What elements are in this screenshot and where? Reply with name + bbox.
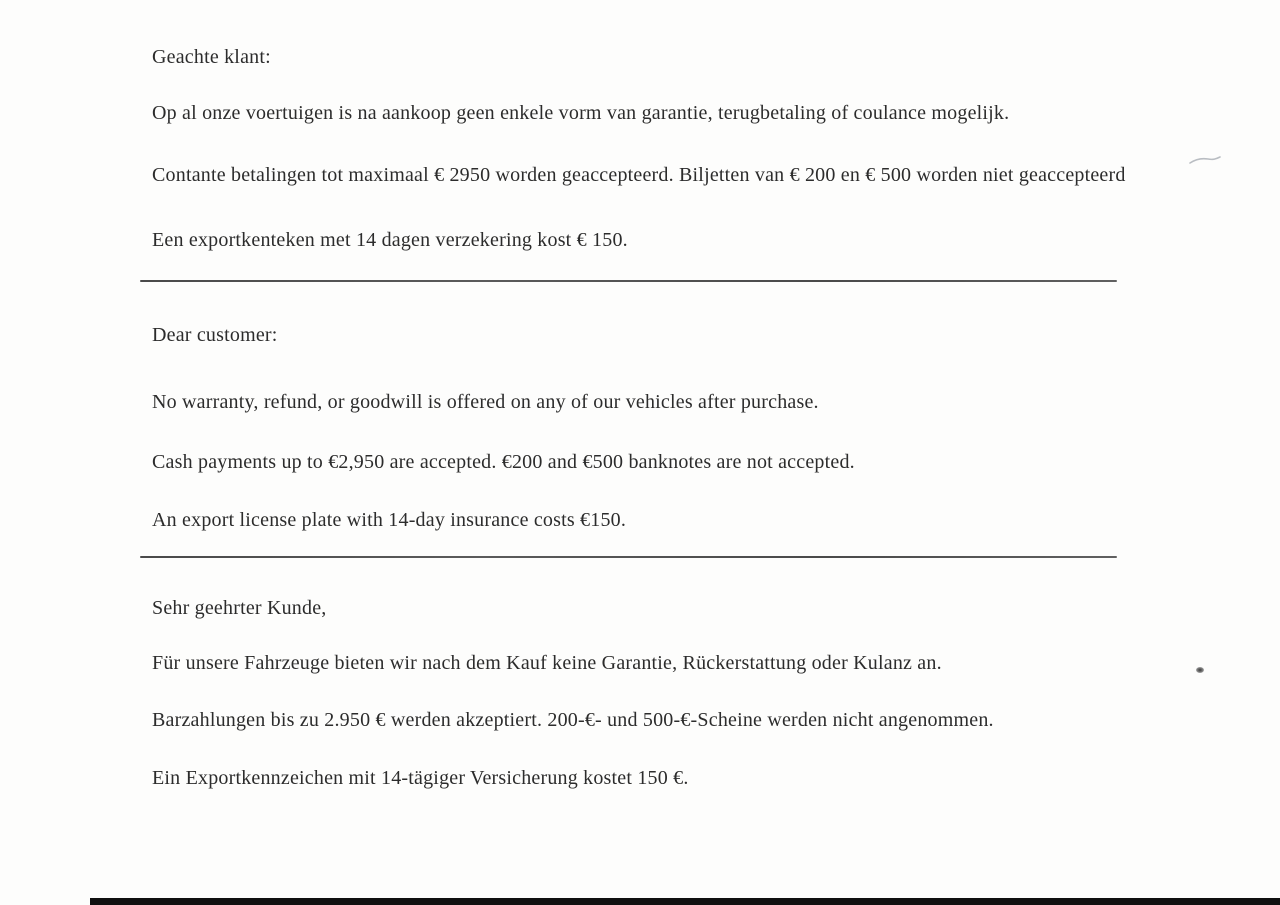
section-separator — [140, 280, 1117, 282]
german-greeting: Sehr geehrter Kunde, — [152, 597, 327, 619]
dutch-line-warranty: Op al onze voertuigen is na aankoop geen enkele vorm van garantie, terugbetaling of coulance mogelijk. — [152, 102, 1010, 124]
scan-artifact-pen-squiggle — [1188, 152, 1222, 168]
dutch-greeting: Geachte klant: — [152, 46, 271, 68]
german-line-warranty: Für unsere Fahrzeuge bieten wir nach dem Kauf keine Garantie, Rückerstattung oder Kulanz an. — [152, 652, 942, 674]
german-line-export-plate: Ein Exportkennzeichen mit 14-tägiger Versicherung kostet 150 €. — [152, 767, 689, 789]
english-line-export-plate: An export license plate with 14-day insurance costs €150. — [152, 509, 627, 531]
english-line-cash: Cash payments up to €2,950 are accepted. €200 and €500 banknotes are not accepted. — [152, 451, 855, 473]
scan-artifact-ink-speck — [1196, 667, 1204, 673]
english-line-warranty: No warranty, refund, or goodwill is offered on any of our vehicles after purchase. — [152, 391, 819, 413]
english-greeting: Dear customer: — [152, 324, 278, 346]
dutch-line-export-plate: Een exportkenteken met 14 dagen verzekering kost € 150. — [152, 229, 628, 251]
german-line-cash: Barzahlungen bis zu 2.950 € werden akzeptiert. 200-€- und 500-€-Scheine werden nicht angenommen. — [152, 709, 994, 731]
dutch-line-cash: Contante betalingen tot maximaal € 2950 worden geaccepteerd. Biljetten van € 200 en € 500 worden niet geaccepteerd — [152, 164, 1126, 186]
section-separator — [140, 556, 1117, 558]
scanner-edge-bar — [90, 898, 1280, 905]
